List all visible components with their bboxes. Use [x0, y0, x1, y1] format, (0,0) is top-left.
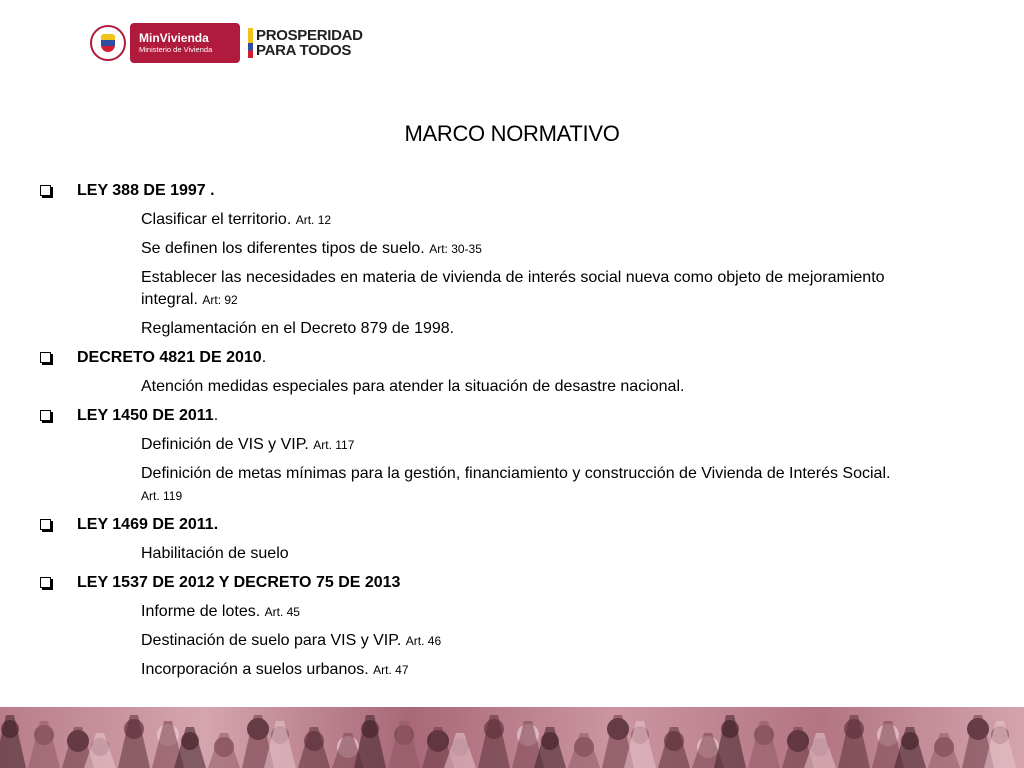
minvivienda-subtitle: Ministerio de Vivienda: [139, 44, 213, 54]
crowd-figures: [0, 707, 1024, 768]
law-article-item: [40, 543, 900, 565]
law-article-item: [40, 318, 900, 340]
crowd-body-shape: [388, 721, 420, 768]
law-title: LEY 388 DE 1997 .: [77, 182, 215, 199]
checkbox-bullet-icon: [40, 410, 51, 421]
article-reference: Art. 12: [295, 213, 332, 227]
crowd-body-shape: [28, 721, 60, 768]
article-text: Clasificar el territorio.: [141, 211, 292, 228]
article-text: Destinación de suelo para VIS y VIP.: [141, 632, 402, 649]
header-logos: [90, 22, 363, 64]
prosperidad-logo: [248, 28, 363, 58]
law-title-suffix: .: [261, 349, 267, 366]
law-heading: [40, 572, 900, 594]
crowd-body-shape: [714, 715, 746, 768]
minvivienda-logo: [130, 23, 240, 63]
article-reference: Art. 46: [405, 634, 442, 648]
law-title: LEY 1450 DE 2011: [77, 407, 214, 424]
crowd-body-shape: [658, 727, 690, 768]
law-heading: [40, 405, 900, 427]
prosperidad-line1: PROSPERIDAD: [256, 27, 363, 44]
law-article-item: [40, 238, 900, 260]
law-article-item: [40, 209, 900, 231]
crowd-body-shape: [298, 727, 330, 768]
article-reference: Art. 47: [373, 663, 409, 677]
checkbox-bullet-icon: [40, 577, 51, 588]
crowd-banner-image: [0, 707, 1024, 768]
article-text: Definición de metas mínimas para la gestión, financiamiento y construcción de Vivienda de Interés Social.: [141, 465, 891, 482]
crowd-body-shape: [748, 721, 780, 768]
crowd-body-shape: [568, 733, 600, 768]
crowd-body-shape: [478, 715, 510, 768]
article-text: Reglamentación en el Decreto 879 de 1998.: [141, 320, 455, 337]
article-reference: Art. 45: [264, 605, 300, 619]
article-reference: Art. 117: [313, 438, 355, 452]
law-article-item: [40, 601, 900, 623]
article-text: Se definen los diferentes tipos de suelo.: [141, 240, 425, 257]
law-title: LEY 1537 DE 2012 Y DECRETO 75 DE 2013: [77, 574, 401, 591]
law-article-item: [40, 434, 900, 456]
law-heading: [40, 180, 900, 202]
article-text: Establecer las necesidades en materia de vivienda de interés social nueva como objeto de mejoramiento integral.: [141, 269, 885, 308]
article-text: Incorporación a suelos urbanos.: [141, 661, 369, 678]
crowd-body-shape: [928, 733, 960, 768]
crowd-body-shape: [354, 715, 386, 768]
law-article-item: [40, 463, 900, 507]
law-heading: [40, 347, 900, 369]
prosperidad-line2: PARA TODOS: [256, 42, 352, 59]
page-title: MARCO NORMATIVO: [404, 121, 620, 146]
colombia-seal-icon: [90, 25, 126, 61]
crowd-body-shape: [208, 733, 240, 768]
law-title: DECRETO 4821 DE 2010: [77, 349, 262, 366]
article-text: Definición de VIS y VIP.: [141, 436, 309, 453]
crowd-body-shape: [838, 715, 870, 768]
crowd-body-shape: [118, 715, 150, 768]
article-text: Habilitación de suelo: [141, 545, 289, 562]
law-title: LEY 1469 DE 2011.: [77, 516, 219, 533]
law-article-item: [40, 376, 900, 398]
article-text: Informe de lotes.: [141, 603, 261, 620]
flag-icon: [248, 28, 253, 58]
article-reference: Art. 119: [141, 489, 183, 503]
article-reference: Art: 92: [202, 293, 238, 307]
checkbox-bullet-icon: [40, 185, 51, 196]
minvivienda-title: MinVivienda: [139, 30, 209, 45]
article-reference: Art: 30-35: [429, 242, 482, 256]
law-article-item: [40, 659, 900, 681]
law-title-suffix: .: [213, 407, 219, 424]
checkbox-bullet-icon: [40, 519, 51, 530]
law-heading: [40, 514, 900, 536]
law-list: [40, 180, 900, 688]
article-text: Atención medidas especiales para atender la situación de desastre nacional.: [141, 378, 685, 395]
checkbox-bullet-icon: [40, 352, 51, 363]
law-article-item: [40, 630, 900, 652]
law-article-item: [40, 267, 900, 311]
